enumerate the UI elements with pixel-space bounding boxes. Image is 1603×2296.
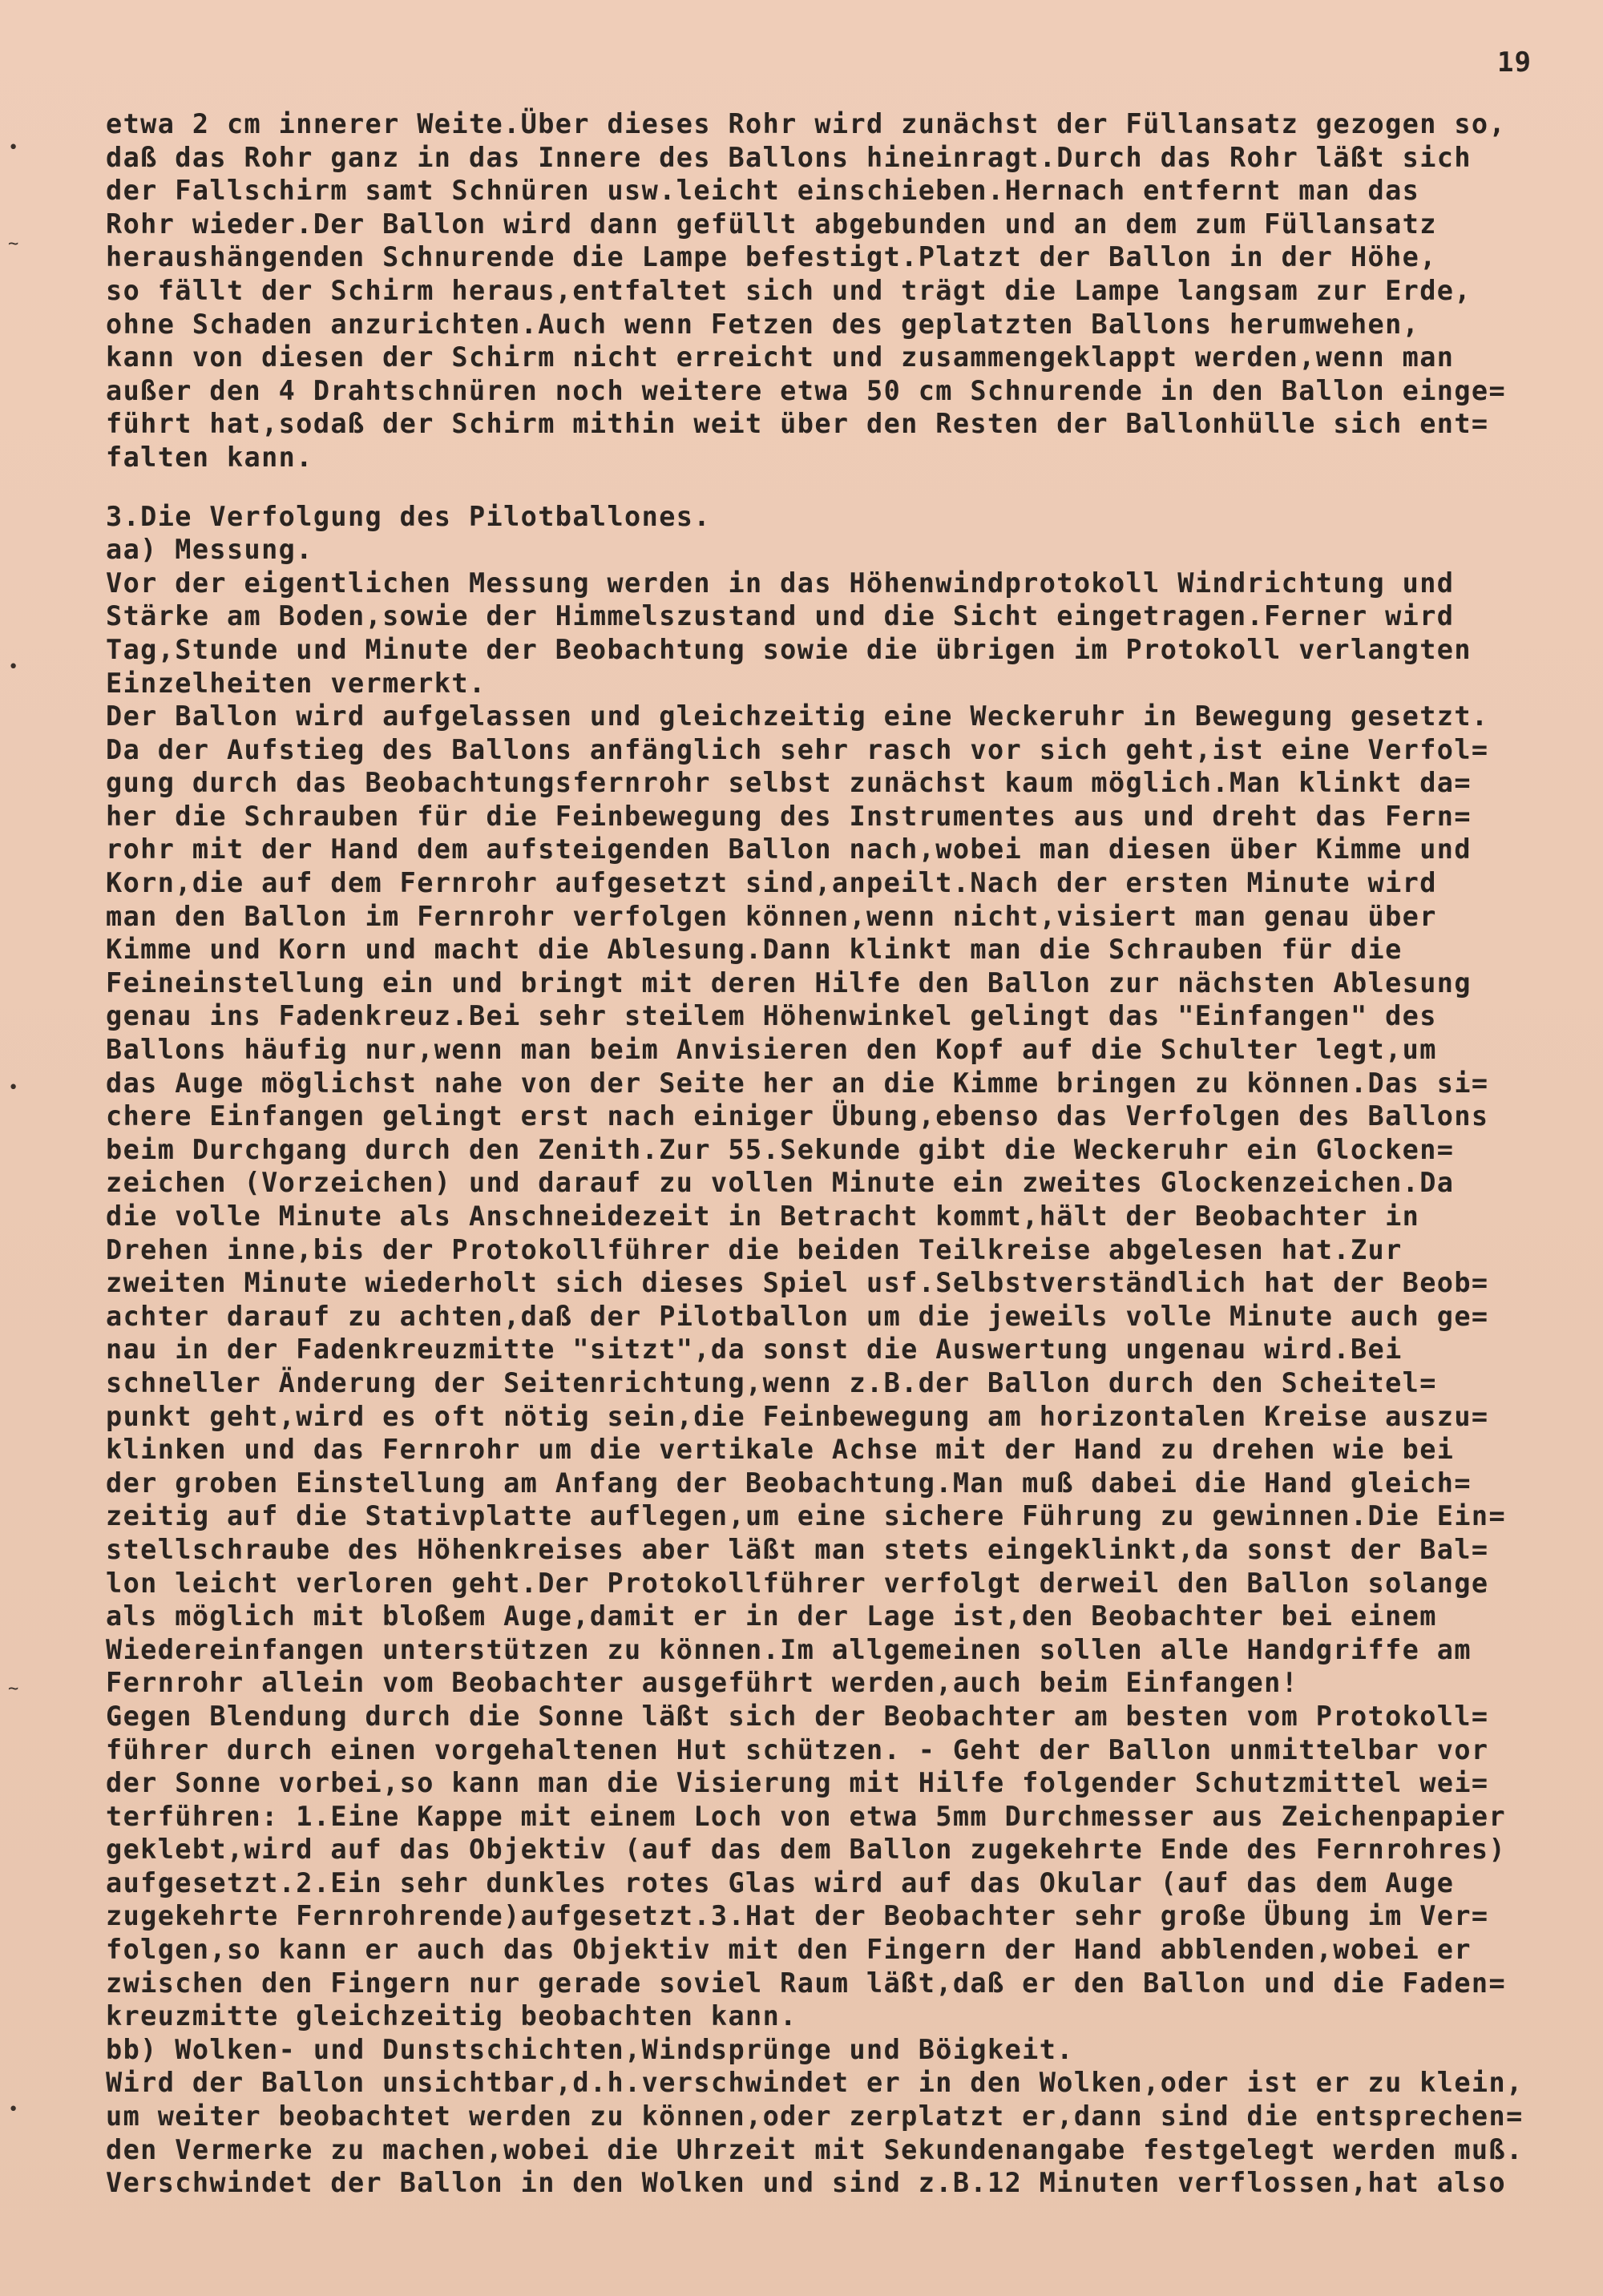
text-line: führt hat,sodaß der Schirm mithin weit über den Resten der Ballonhülle sich ent=	[106, 408, 1489, 440]
text-line: klinken und das Fernrohr um die vertikale Achse mit der Hand zu drehen wie bei	[106, 1434, 1455, 1466]
margin-dot: •	[8, 1078, 19, 1098]
text-line: achter darauf zu achten,daß der Pilotballon um die jeweils volle Minute auch ge=	[106, 1300, 1489, 1332]
text-line: zwischen den Fingern nur gerade soviel Raum läßt,daß er den Ballon und die Faden=	[106, 1967, 1507, 1999]
text-line: falten kann.	[106, 441, 313, 473]
body-text	[106, 107, 1597, 2200]
text-line: folgen,so kann er auch das Objektiv mit den Fingern der Hand abblenden,wobei er	[106, 1934, 1472, 1966]
text-line: geklebt,wird auf das Objektiv (auf das dem Ballon zugekehrte Ende des Fernrohres)	[106, 1834, 1507, 1866]
text-line: Einzelheiten vermerkt.	[106, 667, 487, 699]
margin-tick: ~	[8, 1679, 19, 1699]
text-line: zweiten Minute wiederholt sich dieses Spiel usf.Selbstverständlich hat der Beob=	[106, 1267, 1489, 1299]
text-line: als möglich mit bloßem Auge,damit er in der Lage ist,den Beobachter bei einem	[106, 1600, 1437, 1632]
margin-tick: ~	[8, 234, 19, 254]
text-line: Wiedereinfangen unterstützen zu können.Im allgemeinen sollen alle Handgriffe am	[106, 1633, 1472, 1665]
paragraph-gap	[106, 474, 1597, 500]
text-line: chere Einfangen gelingt erst nach einiger Übung,ebenso das Verfolgen des Ballons	[106, 1100, 1489, 1132]
text-line: etwa 2 cm innerer Weite.Über dieses Rohr wird zunächst der Füllansatz gezogen so,	[106, 108, 1507, 139]
text-line: her die Schrauben für die Feinbewegung des Instrumentes aus und dreht das Fern=	[106, 800, 1472, 832]
margin-dot: •	[8, 138, 19, 158]
text-line: lon leicht verloren geht.Der Protokollführer verfolgt derweil den Ballon solange	[106, 1567, 1489, 1599]
text-line: den Vermerke zu machen,wobei die Uhrzeit mit Sekundenangabe festgelegt werden muß.	[106, 2133, 1524, 2165]
page-number: 19	[1497, 46, 1532, 79]
text-line: Rohr wieder.Der Ballon wird dann gefüllt abgebunden und an dem zum Füllansatz	[106, 208, 1437, 240]
text-line: daß das Rohr ganz in das Innere des Ballons hineinragt.Durch das Rohr läßt sich	[106, 141, 1472, 173]
text-line: bb) Wolken- und Dunstschichten,Windsprünge und Böigkeit.	[106, 2033, 1074, 2065]
text-line: Da der Aufstieg des Ballons anfänglich sehr rasch vor sich geht,ist eine Verfol=	[106, 733, 1489, 765]
text-line: terführen: 1.Eine Kappe mit einem Loch von etwa 5mm Durchmesser aus Zeichenpapier	[106, 1800, 1507, 1832]
text-line: Feineinstellung ein und bringt mit deren Hilfe den Ballon zur nächsten Ablesung	[106, 966, 1472, 999]
text-line: Tag,Stunde und Minute der Beobachtung sowie die übrigen im Protokoll verlangten	[106, 633, 1472, 665]
text-line: zugekehrte Fernrohrende)aufgesetzt.3.Hat der Beobachter sehr große Übung im Ver=	[106, 1900, 1489, 1932]
text-line: Wird der Ballon unsichtbar,d.h.verschwindet er in den Wolken,oder ist er zu klein,	[106, 2067, 1524, 2099]
text-line: Ballons häufig nur,wenn man beim Anvisieren den Kopf auf die Schulter legt,um	[106, 1034, 1437, 1066]
text-line: der Fallschirm samt Schnüren usw.leicht einschieben.Hernach entfernt man das	[106, 175, 1420, 207]
text-line: heraushängenden Schnurende die Lampe befestigt.Platzt der Ballon in der Höhe,	[106, 241, 1437, 273]
text-line: rohr mit der Hand dem aufsteigenden Ballon nach,wobei man diesen über Kimme und	[106, 833, 1472, 866]
text-line: nau in der Fadenkreuzmitte "sitzt",da sonst die Auswertung ungenau wird.Bei	[106, 1334, 1403, 1366]
text-line: kann von diesen der Schirm nicht erreicht und zusammengeklappt werden,wenn man	[106, 341, 1455, 373]
text-line: punkt geht,wird es oft nötig sein,die Feinbewegung am horizontalen Kreise auszu=	[106, 1400, 1489, 1432]
text-line: außer den 4 Drahtschnüren noch weitere etwa 50 cm Schnurende in den Ballon einge=	[106, 374, 1507, 406]
text-line: der Sonne vorbei,so kann man die Visierung mit Hilfe folgender Schutzmittel wei=	[106, 1767, 1489, 1799]
text-line: ohne Schaden anzurichten.Auch wenn Fetzen des geplatzten Ballons herumwehen,	[106, 308, 1420, 340]
text-line: kreuzmitte gleichzeitig beobachten kann.	[106, 2000, 797, 2032]
text-line: so fällt der Schirm heraus,entfaltet sich und trägt die Lampe langsam zur Erde,	[106, 274, 1472, 306]
text-line: Gegen Blendung durch die Sonne läßt sich der Beobachter am besten vom Protokoll=	[106, 1700, 1489, 1732]
text-line: führer durch einen vorgehaltenen Hut schützen. - Geht der Ballon unmittelbar vor	[106, 1733, 1489, 1765]
text-line: Verschwindet der Ballon in den Wolken und sind z.B.12 Minuten verflossen,hat also	[106, 2167, 1507, 2199]
text-line: man den Ballon im Fernrohr verfolgen können,wenn nicht,visiert man genau über	[106, 900, 1437, 932]
text-line: 3.Die Verfolgung des Pilotballones.	[106, 500, 711, 532]
text-line: Fernrohr allein vom Beobachter ausgeführt werden,auch beim Einfangen!	[106, 1667, 1299, 1699]
text-line: zeitig auf die Stativplatte auflegen,um eine sichere Führung zu gewinnen.Die Ein=	[106, 1500, 1507, 1532]
text-line: um weiter beobachtet werden zu können,oder zerplatzt er,dann sind die entsprechen=	[106, 2100, 1524, 2133]
text-line: Drehen inne,bis der Protokollführer die beiden Teilkreise abgelesen hat.Zur	[106, 1233, 1403, 1265]
text-line: Stärke am Boden,sowie der Himmelszustand und die Sicht eingetragen.Ferner wird	[106, 600, 1455, 632]
text-line: Korn,die auf dem Fernrohr aufgesetzt sind,anpeilt.Nach der ersten Minute wird	[106, 867, 1437, 899]
text-line: aufgesetzt.2.Ein sehr dunkles rotes Glas wird auf das Okular (auf das dem Auge	[106, 1866, 1455, 1899]
margin-dot: •	[8, 657, 19, 677]
text-line: Vor der eigentlichen Messung werden in das Höhenwindprotokoll Windrichtung und	[106, 567, 1455, 599]
text-line: beim Durchgang durch den Zenith.Zur 55.Sekunde gibt die Weckeruhr ein Glocken=	[106, 1133, 1455, 1165]
margin-dot: •	[8, 2100, 19, 2120]
text-line: aa) Messung.	[106, 534, 313, 566]
text-line: die volle Minute als Anschneidezeit in Betracht kommt,hält der Beobachter in	[106, 1200, 1420, 1232]
text-line: Der Ballon wird aufgelassen und gleichzeitig eine Weckeruhr in Bewegung gesetzt.	[106, 700, 1489, 732]
text-line: gung durch das Beobachtungsfernrohr selbst zunächst kaum möglich.Man klinkt da=	[106, 767, 1472, 799]
text-line: zeichen (Vorzeichen) und darauf zu vollen Minute ein zweites Glockenzeichen.Da	[106, 1167, 1455, 1199]
text-line: stellschraube des Höhenkreises aber läßt man stets eingeklinkt,da sonst der Bal=	[106, 1533, 1489, 1565]
text-line: der groben Einstellung am Anfang der Beobachtung.Man muß dabei die Hand gleich=	[106, 1467, 1472, 1499]
text-line: Kimme und Korn und macht die Ablesung.Dann klinkt man die Schrauben für die	[106, 934, 1403, 966]
text-line: das Auge möglichst nahe von der Seite her an die Kimme bringen zu können.Das si=	[106, 1067, 1489, 1099]
text-line: schneller Änderung der Seitenrichtung,wenn z.B.der Ballon durch den Scheitel=	[106, 1366, 1437, 1398]
text-line: genau ins Fadenkreuz.Bei sehr steilem Höhenwinkel gelingt das "Einfangen" des	[106, 1000, 1437, 1032]
